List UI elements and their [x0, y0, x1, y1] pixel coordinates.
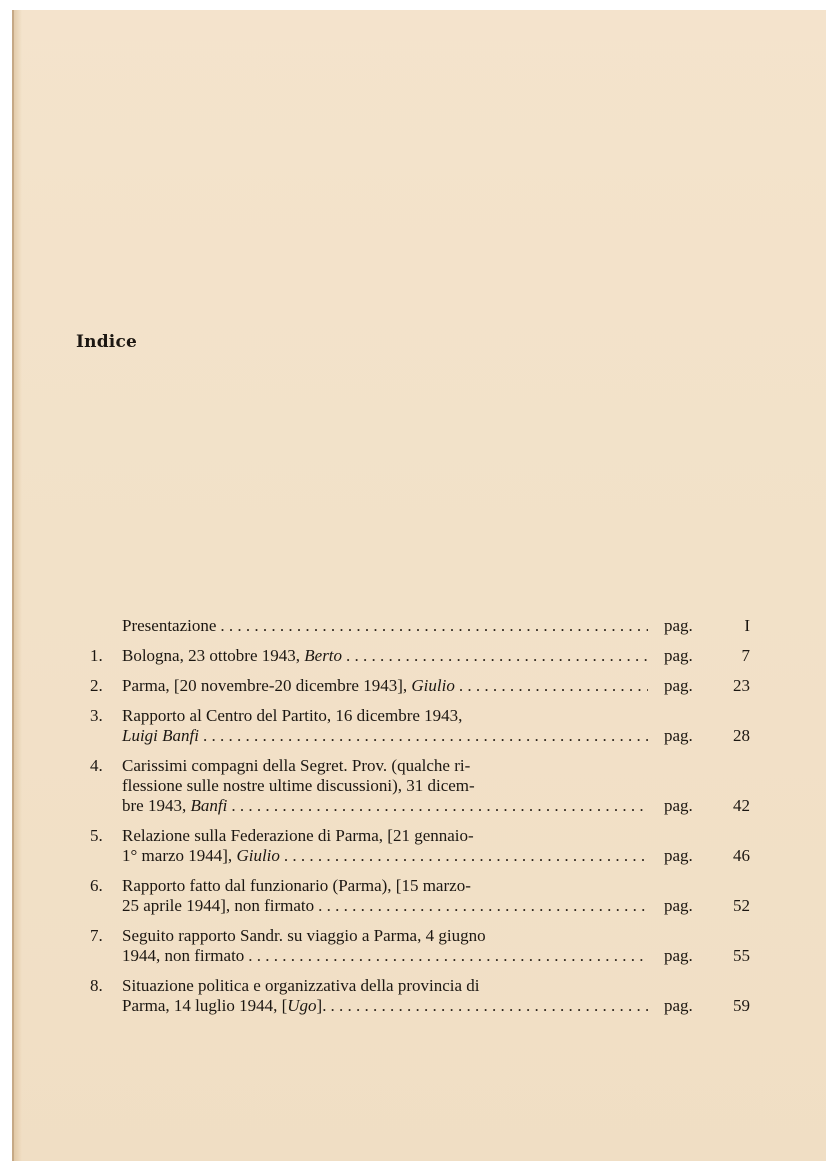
pag-label: pag. [664, 996, 693, 1015]
entry-title: Luigi Banfi [122, 726, 199, 745]
pag-label: pag. [664, 726, 693, 745]
entry-number: 3. [90, 706, 103, 725]
pag-label: pag. [664, 616, 693, 635]
entry-title: 1° marzo 1944], Giulio [122, 846, 280, 865]
toc-entry-2 [90, 676, 750, 696]
page-number: 55 [733, 946, 750, 965]
pag-label: pag. [664, 646, 693, 665]
pag-label: pag. [664, 676, 693, 695]
entry-number: 1. [90, 646, 103, 665]
table-of-contents [90, 616, 750, 1026]
toc-entry-3 [90, 706, 750, 746]
entry-title-line: Relazione sulla Federazione di Parma, [21 gennaio- [122, 826, 474, 845]
pag-label: pag. [664, 846, 693, 865]
entry-title: Parma, 14 luglio 1944, [Ugo]. [122, 996, 327, 1015]
toc-entry-4 [90, 756, 750, 816]
dot-leader [459, 676, 648, 696]
entry-title-line: Seguito rapporto Sandr. su viaggio a Parma, 4 giugno [122, 926, 486, 945]
entry-title: Presentazione [122, 616, 217, 635]
dot-leader [203, 726, 648, 746]
dot-leader [284, 846, 648, 866]
toc-entry-5 [90, 826, 750, 866]
entry-title: 1944, non firmato [122, 946, 245, 965]
dot-leader [220, 616, 648, 636]
dot-leader [318, 896, 648, 916]
entry-title-line: Carissimi compagni della Segret. Prov. (qualche ri- [122, 756, 471, 775]
page-number: 52 [733, 896, 750, 915]
entry-number: 2. [90, 676, 103, 695]
entry-title-line: Rapporto fatto dal funzionario (Parma), [15 marzo- [122, 876, 471, 895]
page-number: 42 [733, 796, 750, 815]
book-page [12, 10, 826, 1161]
toc-entry-8 [90, 976, 750, 1016]
pag-label: pag. [664, 946, 693, 965]
entry-title: Bologna, 23 ottobre 1943, Berto [122, 646, 343, 665]
page-number: 7 [741, 646, 750, 665]
page-title: Indice [76, 332, 138, 352]
pag-label: pag. [664, 796, 693, 815]
entry-title-line: flessione sulle nostre ultime discussioni), 31 dicem- [122, 776, 475, 795]
page-number: 28 [733, 726, 750, 745]
dot-leader [346, 646, 648, 666]
entry-title-line: Situazione politica e organizzativa della provincia di [122, 976, 480, 995]
toc-entry-6 [90, 876, 750, 916]
entry-title: Parma, [20 novembre-20 dicembre 1943], Giulio [122, 676, 455, 695]
entry-number: 5. [90, 826, 103, 845]
entry-title: bre 1943, Banfi [122, 796, 228, 815]
toc-entry-1 [90, 646, 750, 666]
entry-number: 8. [90, 976, 103, 995]
page-number: 59 [733, 996, 750, 1015]
toc-entry-presentazione [90, 616, 750, 636]
toc-entry-7 [90, 926, 750, 966]
dot-leader [330, 996, 648, 1016]
dot-leader [248, 946, 648, 966]
pag-label: pag. [664, 896, 693, 915]
entry-title-line: Rapporto al Centro del Partito, 16 dicembre 1943, [122, 706, 463, 725]
entry-number: 6. [90, 876, 103, 895]
page-number: 23 [733, 676, 750, 695]
page-number: 46 [733, 846, 750, 865]
entry-number: 4. [90, 756, 103, 775]
page-number: I [744, 616, 750, 635]
entry-title: 25 aprile 1944], non firmato [122, 896, 315, 915]
dot-leader [231, 796, 648, 816]
entry-number: 7. [90, 926, 103, 945]
